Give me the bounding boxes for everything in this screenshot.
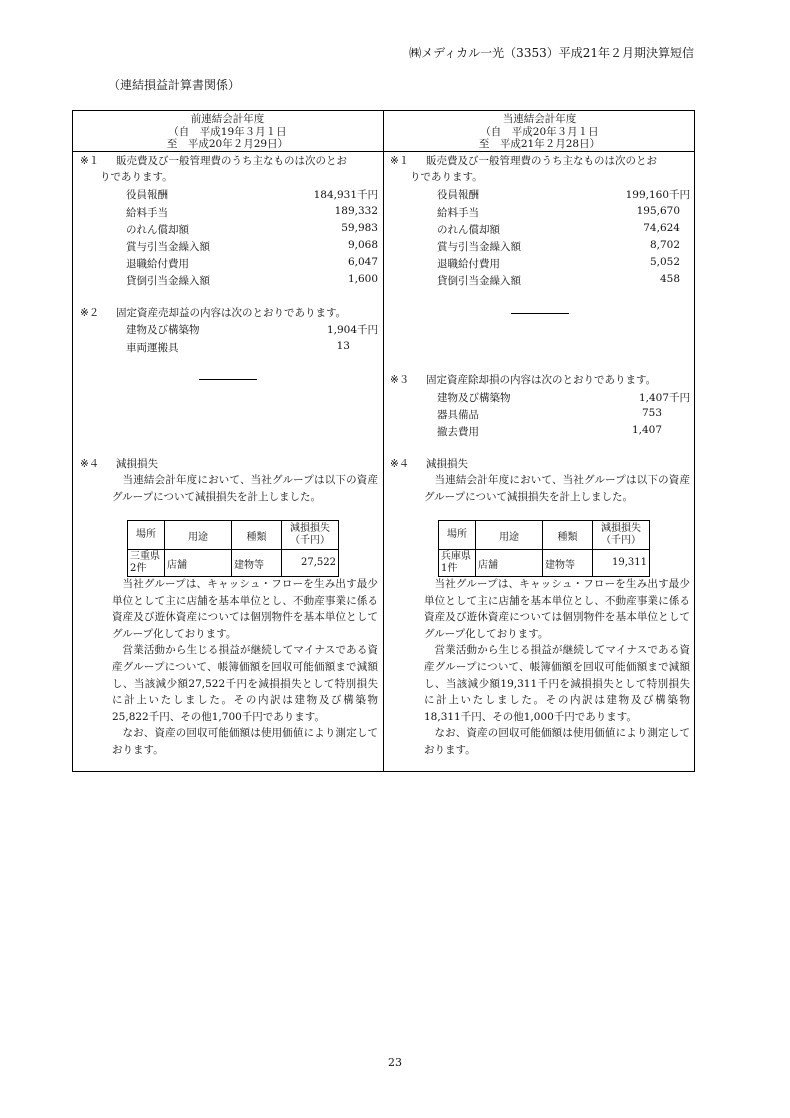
curr-note2-none-dash [511, 313, 569, 314]
prev-note2-mark: ※２ [80, 307, 100, 319]
header-divider [72, 151, 695, 152]
document-header: ㈱メディカル一光（3353）平成21年２月期決算短信 [409, 46, 694, 60]
curr-note4-para2: 営業活動から生じる損益が継続してマイナスである資産グループについて、帳簿価額を回収可能価額まで減額し、当該減少額19,311千円を減損損失として特別損失に計上いたしました。その内訳は建物及び構築物18,311千円、その他1,000千円であります。 [424, 644, 690, 723]
prev-gain-label: 建物及び構築物 [126, 324, 200, 336]
curr-impairment-table [438, 520, 650, 577]
table-header-loss: 減損損失（千円） [593, 521, 650, 550]
prev-note1-text: 販売費及び一般管理費のうち主なものは次のとお [116, 155, 347, 167]
curr-expense-label: 給料手当 [437, 207, 479, 219]
prev-note4-body [112, 576, 378, 759]
prev-note3-none-dash [199, 379, 257, 380]
curr-expense-value: 74,624 [643, 222, 680, 234]
prev-expense-value: 6,047 [347, 256, 378, 268]
curr-expense-label: のれん償却額 [437, 224, 500, 236]
prev-expense-value: 184,931千円 [313, 189, 378, 201]
curr-period-header [384, 113, 695, 151]
section-title: （連結損益計算書関係） [108, 78, 241, 92]
prev-period-from: （自 平成19年３月１日 [168, 125, 287, 138]
prev-expense-value: 1,600 [347, 273, 378, 285]
curr-loss-label: 撤去費用 [437, 426, 479, 438]
curr-expense-value: 8,702 [649, 239, 680, 251]
table-cell-type: 建物等 [543, 550, 593, 577]
curr-note3-text: 固定資産除却損の内容は次のとおりであります。 [426, 374, 657, 386]
prev-note4-para3: なお、資産の回収可能価額は使用価値により測定しております。 [112, 727, 378, 756]
table-header-type: 種類 [543, 521, 593, 550]
curr-expense-label: 賞与引当金繰入額 [437, 241, 521, 253]
curr-period-from: （自 平成20年３月１日 [480, 125, 599, 138]
curr-expense-value: 199,160千円 [625, 189, 690, 201]
prev-expense-label: 給料手当 [126, 207, 168, 219]
curr-loss-value: 753 [641, 407, 662, 419]
curr-note4-para3: なお、資産の回収可能価額は使用価値により測定しております。 [424, 727, 690, 756]
prev-gain-value: 13 [336, 340, 350, 352]
prev-note1-text-cont: りであります。 [100, 171, 173, 183]
curr-note1-text-cont: りであります。 [410, 171, 483, 183]
curr-expense-value: 5,052 [649, 256, 680, 268]
table-cell-loss: 19,311 [593, 550, 650, 577]
table-cell-location: 兵庫県1件 [439, 550, 476, 577]
prev-note2-text: 固定資産売却益の内容は次のとおりであります。 [116, 307, 347, 319]
prev-impairment-table [127, 520, 339, 577]
curr-note4-title: 減損損失 [426, 458, 468, 470]
prev-note4-intro: 当連結会計年度において、当社グループは以下の資産グループについて減損損失を計上しました。 [112, 474, 378, 503]
table-header-use: 用途 [165, 521, 232, 550]
table-cell-type: 建物等 [232, 550, 282, 577]
prev-expense-label: 役員報酬 [126, 189, 168, 201]
column-divider [383, 110, 384, 772]
curr-expense-value: 458 [659, 273, 680, 285]
prev-period-to: 至 平成20年２月29日） [166, 138, 289, 150]
curr-loss-label: 建物及び構築物 [437, 392, 511, 404]
curr-expense-label: 退職給付費用 [437, 258, 500, 270]
curr-loss-value: 1,407 [631, 424, 662, 436]
table-cell-use: 店舗 [165, 550, 232, 577]
table-header-type: 種類 [232, 521, 282, 550]
prev-expense-value: 189,332 [334, 205, 378, 217]
prev-note4-para2: 営業活動から生じる損益が継続してマイナスである資産グループについて、帳簿価額を回収可能価額まで減額し、当該減少額27,522千円を減損損失として特別損失に計上いたしました。その内訳は建物及び構築物25,822千円、その他1,700千円であります。 [112, 644, 378, 723]
prev-note4-mark: ※４ [80, 458, 100, 470]
prev-gain-label: 車両運搬具 [126, 342, 179, 354]
prev-period-header [72, 113, 383, 151]
curr-loss-label: 器具備品 [437, 409, 479, 421]
table-header-location: 場所 [439, 521, 476, 550]
curr-period-title: 当連結会計年度 [502, 113, 577, 125]
page-number: 23 [388, 1056, 402, 1069]
curr-expense-label: 貸倒引当金繰入額 [437, 275, 521, 287]
prev-note4-para1: 当社グループは、キャッシュ・フローを生み出す最少単位として主に店舗を基本単位とし、不動産事業に係る資産及び遊休資産については個別物件を基本単位としてグループ化しております。 [112, 578, 378, 640]
prev-expense-label: 賞与引当金繰入額 [126, 241, 210, 253]
curr-period-to: 至 平成21年２月28日） [478, 138, 601, 150]
prev-note1-mark: ※１ [80, 155, 100, 167]
table-cell-use: 店舗 [476, 550, 543, 577]
prev-expense-value: 59,983 [341, 222, 378, 234]
prev-gain-value: 1,904千円 [326, 324, 378, 336]
curr-note3-mark: ※３ [390, 374, 410, 386]
table-header-use: 用途 [476, 521, 543, 550]
curr-loss-value: 1,407千円 [638, 392, 690, 404]
curr-note4-para1: 当社グループは、キャッシュ・フローを生み出す最少単位として主に店舗を基本単位とし、不動産事業に係る資産及び遊休資産については個別物件を基本単位としてグループ化しております。 [424, 578, 690, 640]
prev-expense-label: 貸倒引当金繰入額 [126, 275, 210, 287]
table-header-location: 場所 [128, 521, 165, 550]
curr-note1-text: 販売費及び一般管理費のうち主なものは次のとお [426, 155, 657, 167]
curr-note4-body [424, 576, 690, 759]
curr-note1-mark: ※１ [390, 155, 410, 167]
prev-expense-label: のれん償却額 [126, 224, 189, 236]
prev-expense-label: 退職給付費用 [126, 258, 189, 270]
prev-note4-title: 減損損失 [116, 458, 158, 470]
curr-note4-intro: 当連結会計年度において、当社グループは以下の資産グループについて減損損失を計上しました。 [424, 474, 690, 503]
table-cell-loss: 27,522 [282, 550, 339, 577]
curr-note4-mark: ※４ [390, 458, 410, 470]
table-cell-location: 三重県2件 [128, 550, 165, 577]
curr-expense-value: 195,670 [636, 205, 680, 217]
prev-expense-value: 9,068 [347, 239, 378, 251]
curr-expense-label: 役員報酬 [437, 189, 479, 201]
table-header-loss: 減損損失（千円） [282, 521, 339, 550]
prev-period-title: 前連結会計年度 [190, 113, 265, 125]
